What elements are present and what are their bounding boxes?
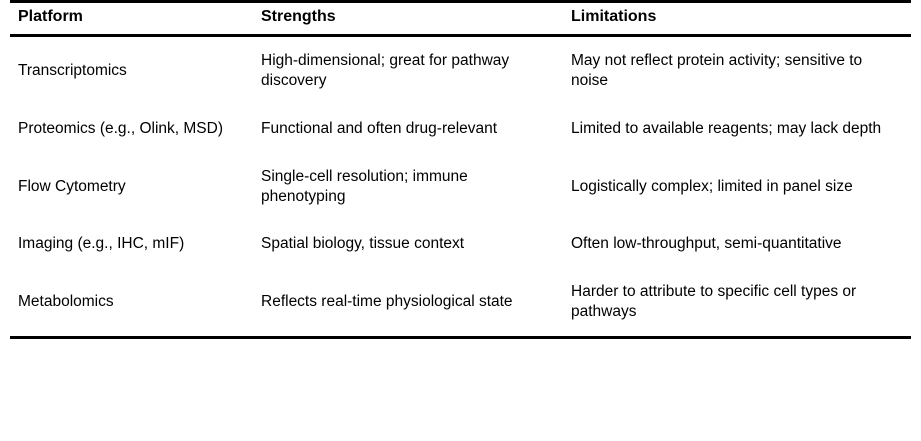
cell-platform bbox=[10, 268, 253, 337]
cell-text: Limited to available reagents; may lack depth bbox=[571, 119, 882, 137]
cell-strengths bbox=[253, 153, 563, 221]
cell-platform bbox=[10, 153, 253, 221]
cell-text: May not reflect protein activity; sensitive to noise bbox=[571, 52, 863, 90]
cell-text: Flow Cytometry bbox=[18, 177, 126, 195]
cell-limitations bbox=[563, 220, 911, 268]
cell-text: Functional and often drug-relevant bbox=[261, 119, 498, 137]
table-row bbox=[10, 36, 911, 105]
column-header-platform: Platform bbox=[10, 2, 253, 36]
table-header-row bbox=[10, 2, 911, 36]
cell-text: Spatial biology, tissue context bbox=[261, 235, 465, 253]
cell-strengths bbox=[253, 268, 563, 337]
cell-platform bbox=[10, 36, 253, 105]
cell-strengths bbox=[253, 105, 563, 153]
cell-limitations bbox=[563, 268, 911, 337]
cell-limitations bbox=[563, 153, 911, 221]
cell-platform bbox=[10, 105, 253, 153]
table-row bbox=[10, 268, 911, 337]
cell-text: Proteomics (e.g., Olink, MSD) bbox=[18, 119, 223, 137]
cell-text: Single-cell resolution; immune phenotyping bbox=[261, 167, 468, 205]
cell-text: Imaging (e.g., IHC, mIF) bbox=[18, 235, 185, 253]
cell-strengths bbox=[253, 220, 563, 268]
table-header bbox=[10, 2, 911, 36]
table-row bbox=[10, 153, 911, 221]
cell-text: Reflects real-time physiological state bbox=[261, 293, 513, 311]
cell-text: Harder to attribute to specific cell types or pathways bbox=[571, 283, 857, 320]
platform-comparison-table bbox=[10, 0, 911, 339]
column-header-limitations: Limitations bbox=[563, 2, 911, 36]
cell-text: High-dimensional; great for pathway discovery bbox=[261, 52, 510, 90]
table-row bbox=[10, 105, 911, 153]
cell-platform bbox=[10, 220, 253, 268]
cell-text: Logistically complex; limited in panel size bbox=[571, 177, 853, 195]
table-row bbox=[10, 220, 911, 268]
cell-strengths bbox=[253, 36, 563, 105]
table-body bbox=[10, 36, 911, 338]
cell-text: Transcriptomics bbox=[18, 62, 127, 80]
column-header-strengths: Strengths bbox=[253, 2, 563, 36]
cell-text: Metabolomics bbox=[18, 293, 114, 311]
cell-text: Often low-throughput, semi-quantitative bbox=[571, 235, 842, 253]
cell-limitations bbox=[563, 105, 911, 153]
cell-limitations bbox=[563, 36, 911, 105]
